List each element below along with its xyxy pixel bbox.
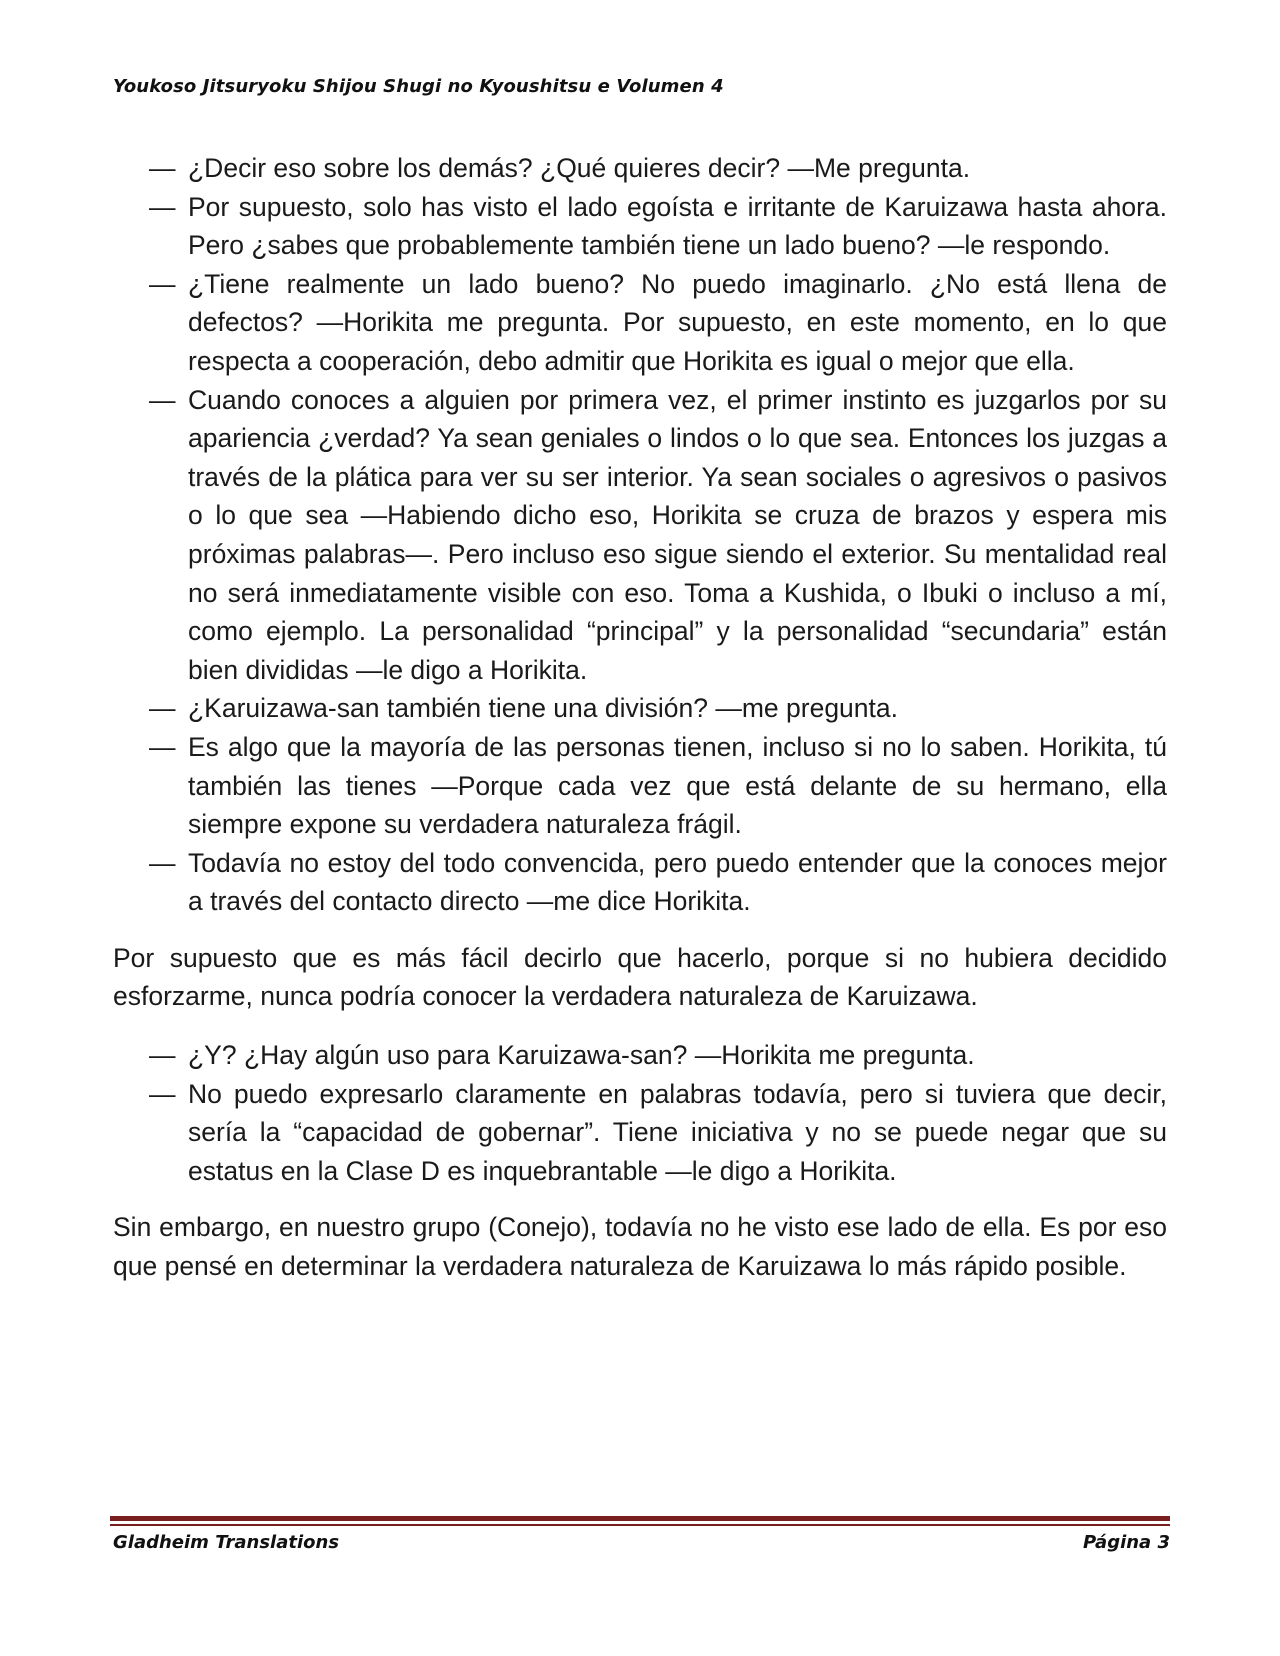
dialogue-text: Por supuesto, solo has visto el lado egoísta e irritante de Karuizawa hasta ahora. Pero ¿sabes que probablemente también tiene un lado bueno? —le respondo. <box>188 191 1167 261</box>
dialogue-line <box>113 689 1167 728</box>
footer-rule-thick <box>110 1516 1170 1521</box>
dialogue-line <box>113 728 1167 844</box>
running-header: Youkoso Jitsuryoku Shijou Shugi no Kyoushitsu e Volumen 4 <box>113 76 724 97</box>
dialogue-dash: — <box>149 693 176 724</box>
dialogue-dash: — <box>149 1078 176 1109</box>
dialogue-text: ¿Decir eso sobre los demás? ¿Qué quieres decir? —Me pregunta. <box>188 153 971 183</box>
narration-paragraph: Por supuesto que es más fácil decirlo que hacerlo, porque si no hubiera decidido esforzarme, nunca podría conocer la verdadera naturaleza de Karuizawa. <box>113 942 1167 1012</box>
narration-paragraph: Sin embargo, en nuestro grupo (Conejo), todavía no he visto ese lado de ella. Es por eso que pensé en determinar la verdadera naturaleza de Karuizawa lo más rápido posible. <box>113 1212 1167 1282</box>
dialogue-line <box>113 265 1167 381</box>
dialogue-dash: — <box>149 268 176 299</box>
dialogue-dash: — <box>149 191 176 222</box>
dialogue-text: Cuando conoces a alguien por primera vez, el primer instinto es juzgarlos por su apariencia ¿verdad? Ya sean geniales o lindos o lo que sea. Entonces los juzgas a través de la plática para ver su ser interior. Ya sean sociales o agresivos o pasivos o lo que sea —Habiendo dicho eso, Horikita se cruza de brazos y espera mis próximas palabras—. Pero incluso eso sigue siendo el exterior. Su mentalidad real no será inmediatamente visible con eso. Toma a Kushida, o Ibuki o incluso a mí, como ejemplo. La personalidad “principal” y la personalidad “secundaria” están bien divididas —le digo a Horikita. <box>188 384 1167 685</box>
dialogue-dash: — <box>149 1040 176 1071</box>
footer-rule-thin <box>110 1524 1170 1526</box>
dialogue-line <box>113 381 1167 690</box>
dialogue-text: ¿Karuizawa-san también tiene una división? —me pregunta. <box>188 693 899 724</box>
dialogue-text: ¿Tiene realmente un lado bueno? No puedo imaginarlo. ¿No está llena de defectos? —Horikita me pregunta. Por supuesto, en este momento, en lo que respecta a cooperación, debo admitir que Horikita es igual o mejor que ella. <box>188 268 1167 376</box>
page-number: Página 3 <box>1083 1532 1170 1553</box>
dialogue-line <box>113 1036 1167 1075</box>
dialogue-line <box>113 1075 1167 1191</box>
dialogue-line <box>113 149 1167 188</box>
dialogue-line <box>113 844 1167 921</box>
dialogue-text: Es algo que la mayoría de las personas tienen, incluso si no lo saben. Horikita, tú también las tienes —Porque cada vez que está delante de su hermano, ella siempre expone su verdadera naturaleza frágil. <box>188 731 1167 840</box>
dialogue-dash: — <box>149 153 176 183</box>
dialogue-list <box>113 1036 1167 1190</box>
dialogue-text: Todavía no estoy del todo convencida, pero puedo entender que la conoces mejor a través del contacto directo —me dice Horikita. <box>188 847 1167 917</box>
dialogue-line <box>113 188 1167 265</box>
dialogue-text: ¿Y? ¿Hay algún uso para Karuizawa-san? —Horikita me pregunta. <box>188 1040 975 1071</box>
dialogue-dash: — <box>149 731 176 762</box>
footer-credit: Gladheim Translations <box>113 1532 340 1553</box>
page-body <box>113 149 1167 1286</box>
dialogue-dash: — <box>149 384 176 415</box>
dialogue-dash: — <box>149 847 176 878</box>
dialogue-text: No puedo expresarlo claramente en palabras todavía, pero si tuviera que decir, sería la “capacidad de gobernar”. Tiene iniciativa y no se puede negar que su estatus en la Clase D es inquebrantable —le digo a Horikita. <box>188 1078 1167 1186</box>
dialogue-list <box>113 149 1167 921</box>
